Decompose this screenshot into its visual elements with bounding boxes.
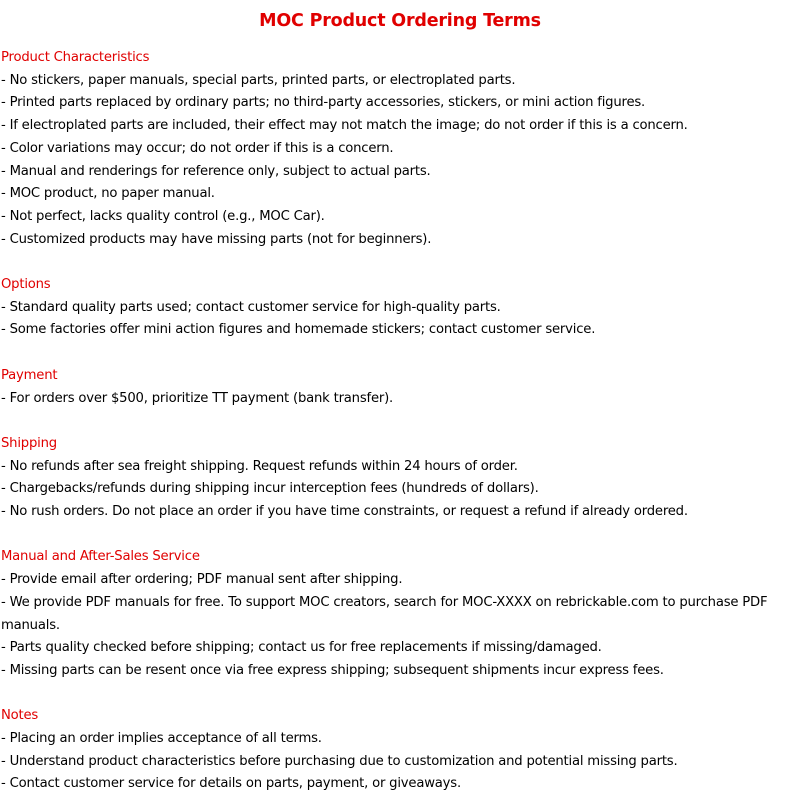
section-heading: Payment [1, 367, 58, 383]
list-item [1, 161, 771, 184]
list-item [1, 478, 771, 501]
list-item [1, 592, 771, 637]
page-title: MOC Product Ordering Terms [259, 10, 541, 31]
section-item-list [1, 70, 771, 252]
list-item-text: Standard quality parts used; contact customer service for high-quality parts. [9, 299, 501, 315]
list-item [1, 206, 771, 229]
bullet-dash: - [1, 95, 6, 111]
list-item [1, 138, 771, 161]
list-item-text: Provide email after ordering; PDF manual sent after shipping. [9, 572, 403, 588]
list-item-text: If electroplated parts are included, their effect may not match the image; do not order if this is a concern. [9, 118, 688, 134]
list-item-text: No refunds after sea freight shipping. Request refunds within 24 hours of order. [9, 458, 518, 474]
bullet-dash: - [1, 731, 6, 747]
list-item-text: Understand product characteristics before purchasing due to customization and potential missing parts. [9, 753, 678, 769]
bullet-dash: - [1, 776, 6, 792]
terms-section [1, 47, 771, 251]
list-item-text: MOC product, no paper manual. [9, 186, 215, 202]
bullet-dash: - [1, 140, 6, 156]
bullet-dash: - [1, 72, 6, 88]
list-item-text: We provide PDF manuals for free. To support MOC creators, search for MOC-XXXX on rebrickable.com to purchase PDF manuals. [1, 594, 768, 633]
list-item [1, 388, 771, 411]
list-item-text: Manual and renderings for reference only, subject to actual parts. [9, 163, 431, 179]
list-item-text: No stickers, paper manuals, special parts, printed parts, or electroplated parts. [9, 72, 516, 88]
list-item-text: Color variations may occur; do not order if this is a concern. [9, 140, 394, 156]
list-item [1, 297, 771, 320]
bullet-dash: - [1, 481, 6, 497]
bullet-dash: - [1, 118, 6, 134]
terms-section [1, 546, 771, 682]
terms-section [1, 705, 771, 796]
section-item-list [1, 728, 771, 796]
list-item [1, 456, 771, 479]
list-item-text: Some factories offer mini action figures and homemade stickers; contact customer service. [9, 322, 596, 338]
section-heading: Product Characteristics [1, 50, 150, 65]
bullet-dash: - [1, 753, 6, 769]
section-item-list [1, 569, 771, 683]
list-item [1, 70, 771, 93]
bullet-dash: - [1, 640, 6, 656]
list-item-text: Chargebacks/refunds during shipping incur interception fees (hundreds of dollars). [9, 481, 539, 497]
list-item-text: Contact customer service for details on parts, payment, or giveaways. [9, 776, 461, 792]
section-item-list [1, 456, 771, 524]
bullet-dash: - [1, 594, 6, 610]
terms-content [1, 47, 771, 796]
list-item-text: Parts quality checked before shipping; contact us for free replacements if missing/damaged. [9, 640, 602, 656]
bullet-dash: - [1, 299, 6, 315]
section-item-list [1, 388, 771, 411]
list-item-text: Placing an order implies acceptance of all terms. [9, 731, 322, 747]
bullet-dash: - [1, 504, 6, 520]
terms-section [1, 433, 771, 524]
list-item [1, 773, 771, 796]
terms-section [1, 274, 771, 342]
list-item [1, 92, 771, 115]
bullet-dash: - [1, 662, 6, 678]
bullet-dash: - [1, 163, 6, 179]
list-item [1, 319, 771, 342]
bullet-dash: - [1, 231, 6, 247]
section-heading: Notes [1, 708, 39, 724]
list-item-text: No rush orders. Do not place an order if you have time constraints, or request a refund if already ordered. [9, 504, 688, 520]
bullet-dash: - [1, 458, 6, 474]
bullet-dash: - [1, 208, 6, 224]
list-item [1, 637, 771, 660]
section-item-list [1, 297, 771, 342]
list-item [1, 229, 771, 252]
list-item-text: For orders over $500, prioritize TT payment (bank transfer). [9, 390, 394, 406]
list-item-text: Printed parts replaced by ordinary parts; no third-party accessories, stickers, or mini action figures. [9, 95, 646, 111]
list-item [1, 751, 771, 774]
terms-section [1, 365, 771, 410]
list-item [1, 501, 771, 524]
list-item [1, 183, 771, 206]
bullet-dash: - [1, 572, 6, 588]
list-item-text: Customized products may have missing parts (not for beginners). [9, 231, 432, 247]
list-item [1, 728, 771, 751]
bullet-dash: - [1, 322, 6, 338]
list-item [1, 660, 771, 683]
section-heading: Manual and After-Sales Service [1, 549, 200, 565]
section-heading: Shipping [1, 435, 57, 451]
bullet-dash: - [1, 390, 6, 406]
list-item-text: Missing parts can be resent once via free express shipping; subsequent shipments incur express fees. [9, 662, 664, 678]
bullet-dash: - [1, 186, 6, 202]
list-item-text: Not perfect, lacks quality control (e.g., MOC Car). [9, 208, 325, 224]
list-item [1, 115, 771, 138]
list-item [1, 569, 771, 592]
section-heading: Options [1, 277, 51, 293]
